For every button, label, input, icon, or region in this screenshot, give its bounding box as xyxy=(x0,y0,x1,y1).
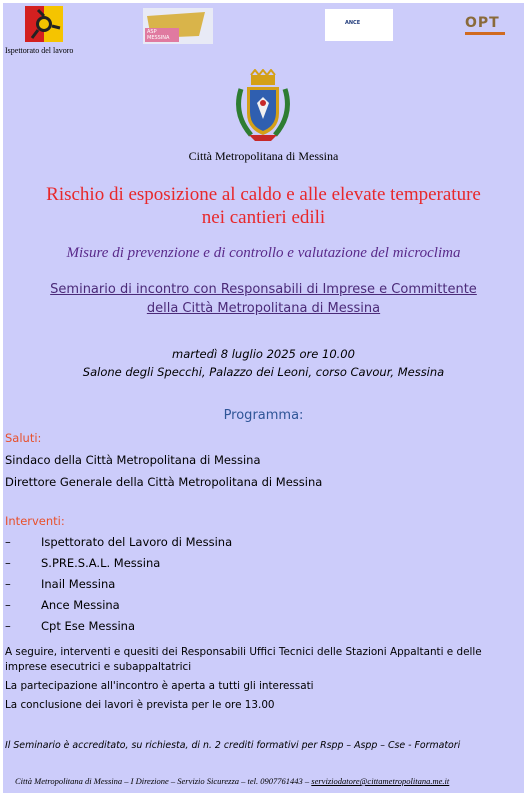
programma-heading: Programma: xyxy=(223,408,304,423)
title-line-2: nei cantieri edili xyxy=(201,207,326,228)
credits-note: Il Seminario è accreditato, su richiesta, di n. 2 crediti formativi per Rspp – Aspp – Cse - Formatori xyxy=(5,740,461,751)
opt-logo-bar xyxy=(465,32,505,35)
saluti-item: Direttore Generale della Città Metropolitana di Messina xyxy=(5,475,323,489)
asp-messina-logo xyxy=(143,8,213,44)
follow-up-line-2: imprese esecutrici e subappaltatrici xyxy=(5,661,192,673)
list-item-dash: – xyxy=(5,556,11,570)
seminar-line-2: della Città Metropolitana di Messina xyxy=(146,301,381,316)
footer-text: Città Metropolitana di Messina – I Direzione – Servizio Sicurezza – tel. 0907761443 – xyxy=(15,776,312,786)
asp-logo-text: ASP MESSINA xyxy=(147,29,170,41)
sicily-region-logo xyxy=(25,6,63,42)
subtitle: Misure di prevenzione e di controllo e valutazione del microclima xyxy=(66,245,461,261)
ance-logo xyxy=(325,9,393,41)
list-item: Inail Messina xyxy=(41,577,116,591)
conclusion-note: La conclusione dei lavori è prevista per le ore 13.00 xyxy=(5,699,275,711)
event-venue: Salone degli Specchi, Palazzo dei Leoni, corso Cavour, Messina xyxy=(82,365,445,379)
list-item-dash: – xyxy=(5,535,11,549)
footer xyxy=(15,776,449,786)
list-item: Ance Messina xyxy=(41,598,120,612)
opt-logo-text: OPT xyxy=(465,15,500,31)
seminar-line-1: Seminario di incontro con Responsabili di Imprese e Committente xyxy=(50,282,477,297)
follow-up-line-1: A seguire, interventi e quesiti dei Responsabili Uffici Tecnici delle Stazioni Appaltanti e delle xyxy=(5,646,482,658)
saluti-item: Sindaco della Città Metropolitana di Messina xyxy=(5,453,261,467)
list-item: S.PRE.S.A.L. Messina xyxy=(41,556,161,570)
opt-logo xyxy=(461,15,507,37)
ispettorato-caption: Ispettorato del lavoro xyxy=(5,46,74,55)
saluti-label: Saluti: xyxy=(5,431,42,445)
emblem-caption: Città Metropolitana di Messina xyxy=(188,149,339,163)
list-item: Ispettorato del Lavoro di Messina xyxy=(41,535,233,549)
title-line-1: Rischio di esposizione al caldo e alle elevate temperature xyxy=(46,184,481,205)
interventi-label: Interventi: xyxy=(5,514,65,528)
participation-note: La partecipazione all'incontro è aperta a tutti gli interessati xyxy=(5,680,314,692)
footer-email-link[interactable]: serviziodatore@cittametropolitana.me.it xyxy=(311,776,450,786)
event-date: martedì 8 luglio 2025 ore 10.00 xyxy=(172,347,355,361)
list-item-dash: – xyxy=(5,577,11,591)
city-emblem xyxy=(231,69,295,143)
list-item-dash: – xyxy=(5,598,11,612)
list-item-dash: – xyxy=(5,619,11,633)
flyer-page xyxy=(3,3,524,793)
list-item: Cpt Ese Messina xyxy=(41,619,135,633)
ance-logo-text: ANCE xyxy=(345,20,361,26)
